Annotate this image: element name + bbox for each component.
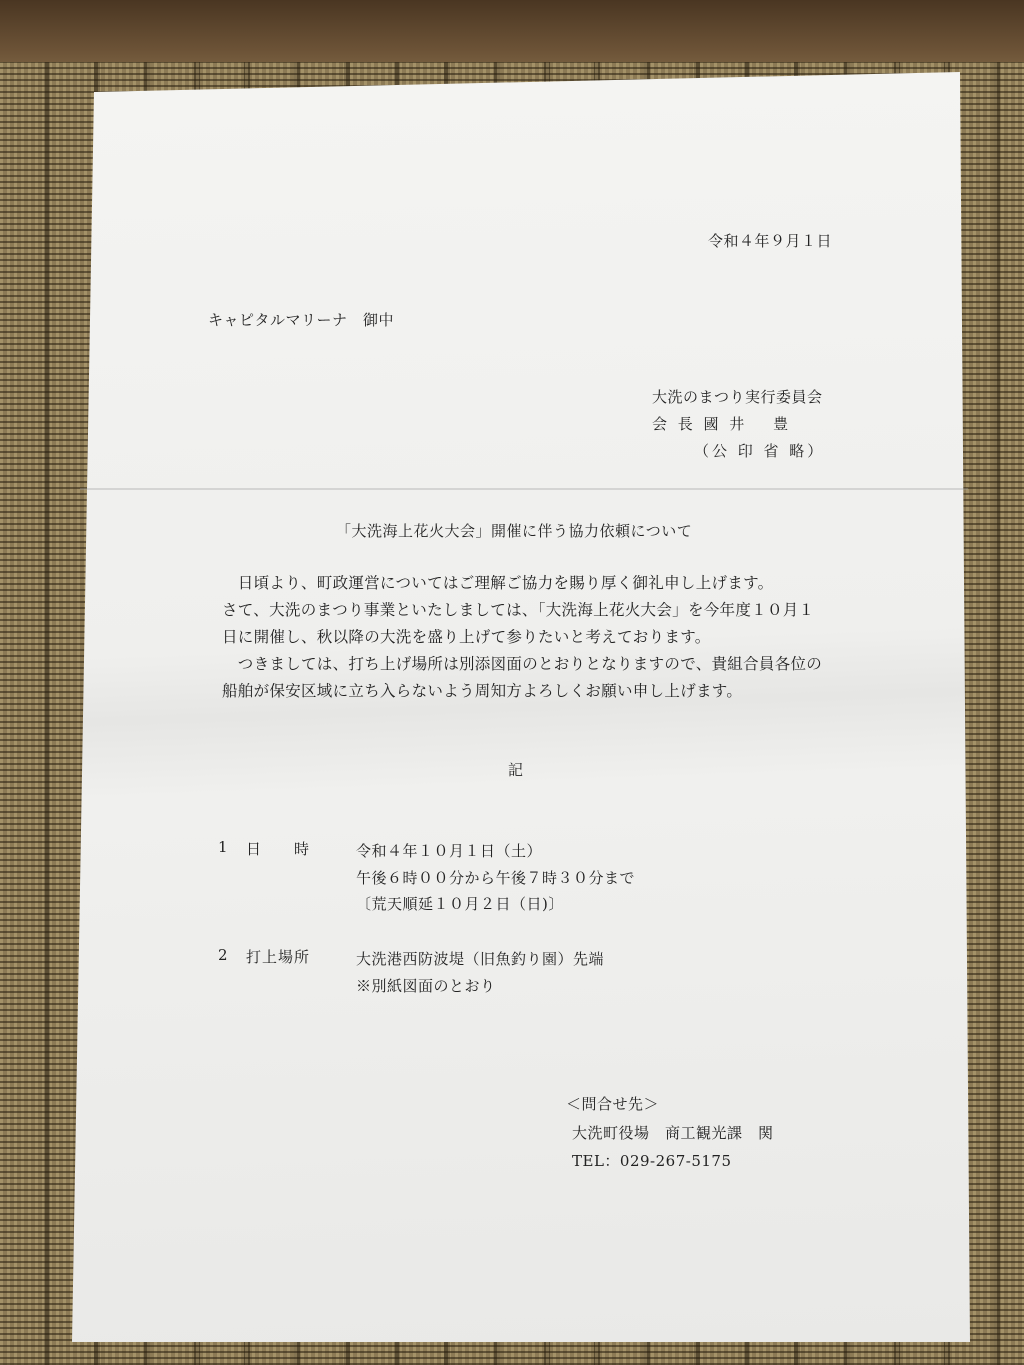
paper-fold-line [80, 488, 968, 490]
item-value: 〔荒天順延１０月２日（日)〕 [356, 895, 564, 913]
body-line: 船舶が保安区域に立ち入らないよう周知方よろしくお願い申し上げます。 [222, 682, 743, 700]
letter-paper [72, 72, 970, 1342]
contact-office: 大洗町役場 商工観光課 関 [572, 1124, 774, 1142]
recipient: キャピタルマリーナ 御中 [208, 311, 395, 329]
letter-date: 令和４年９月１日 [708, 232, 833, 250]
item-number: 2 [218, 946, 229, 964]
body-line: 日に開催し、秋以降の大洗を盛り上げて参りたいと考えております。 [222, 628, 711, 646]
body-line: つきましては、打ち上げ場所は別添図面のとおりとなりますので、貴組合員各位の [222, 655, 823, 673]
item-value: ※別紙図面のとおり [356, 977, 496, 995]
seal-note: （公 印 省 略） [694, 442, 826, 460]
contact-tel: TEL：029-267-5175 [572, 1152, 732, 1170]
item-value: 令和４年１０月１日（土） [356, 842, 543, 860]
item-value: 午後６時００分から午後７時３０分まで [356, 869, 636, 887]
sender-chairman: 会 長 國 井 豊 [652, 415, 792, 433]
body-line: さて、大洗のまつり事業といたしましては、「大洗海上花火大会」を今年度１０月１ [222, 601, 815, 619]
item-label-location: 打上場所 [246, 948, 311, 966]
ki-heading: 記 [508, 761, 524, 779]
letter-subject: 「大洗海上花火大会」開催に伴う協力依頼について [336, 522, 693, 540]
contact-heading: ＜問合せ先＞ [566, 1095, 660, 1113]
item-value: 大洗港西防波堤（旧魚釣り園）先端 [356, 950, 605, 968]
item-number: 1 [218, 838, 229, 856]
table-surface [0, 0, 1024, 70]
body-line: 日頃より、町政運営についてはご理解ご協力を賜り厚く御礼申し上げます。 [222, 574, 774, 592]
sender-organization: 大洗のまつり実行委員会 [652, 388, 823, 406]
item-label-datetime: 日 時 [246, 840, 311, 858]
